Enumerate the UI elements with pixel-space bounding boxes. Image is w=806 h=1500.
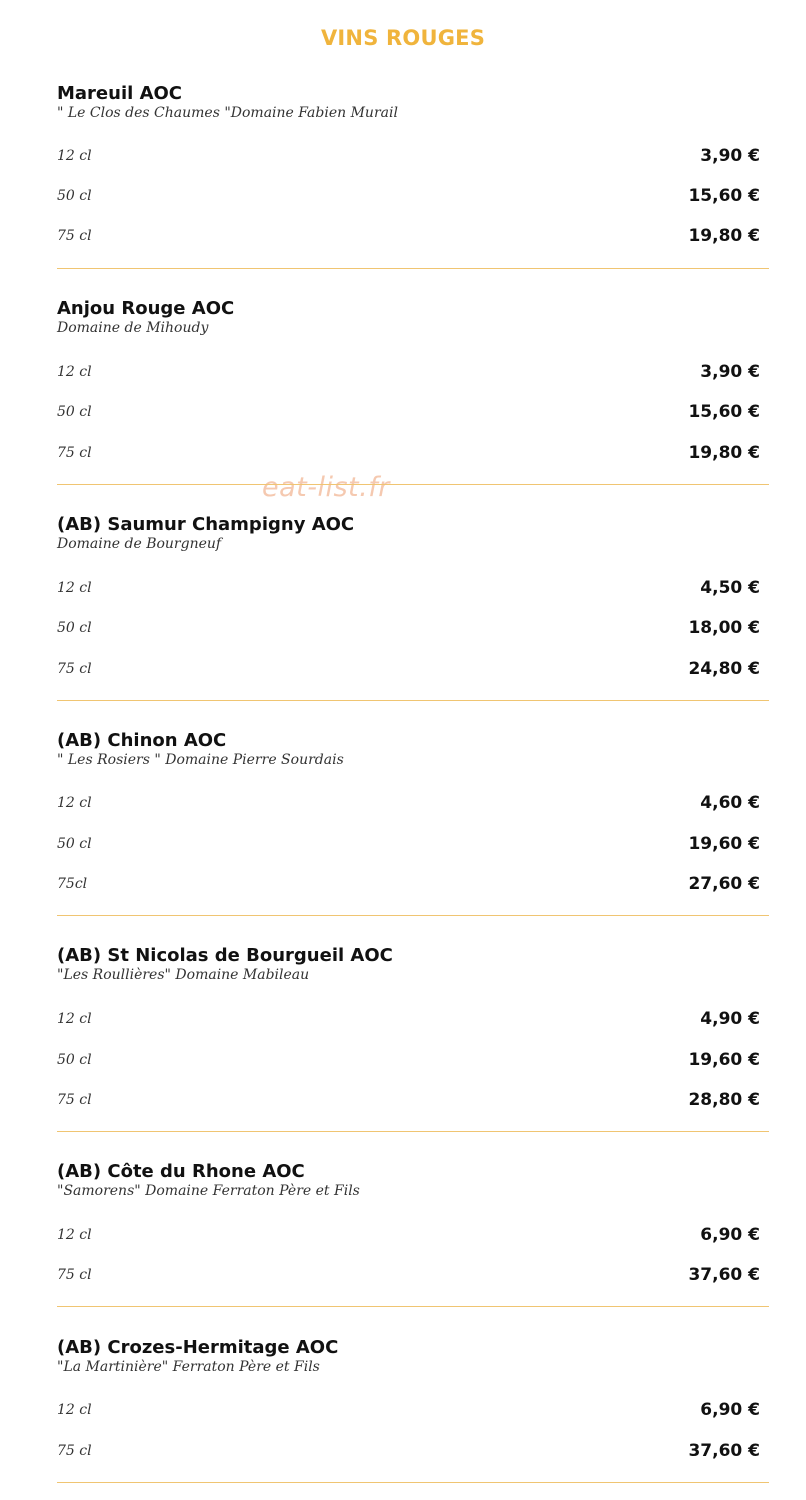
price-value: 4,90 € bbox=[700, 1009, 760, 1029]
wine-description: "La Martinière" Ferraton Père et Fils bbox=[57, 1359, 320, 1375]
price-value: 19,80 € bbox=[688, 226, 760, 246]
size-label: 50 cl bbox=[57, 836, 92, 852]
size-label: 50 cl bbox=[57, 620, 92, 636]
size-label: 75 cl bbox=[57, 228, 92, 244]
size-label: 75 cl bbox=[57, 661, 92, 677]
price-value: 18,00 € bbox=[688, 618, 760, 638]
price-row bbox=[57, 362, 760, 384]
price-row bbox=[57, 1400, 760, 1422]
price-row bbox=[57, 1090, 760, 1112]
wine-item bbox=[57, 515, 769, 701]
price-row bbox=[57, 146, 760, 168]
price-row bbox=[57, 1265, 760, 1287]
price-row bbox=[57, 659, 760, 681]
price-value: 4,50 € bbox=[700, 578, 760, 598]
wine-description: Domaine de Bourgneuf bbox=[57, 536, 222, 552]
page-title: VINS ROUGES bbox=[320, 26, 486, 50]
price-row bbox=[57, 1050, 760, 1072]
wine-item bbox=[57, 1162, 769, 1307]
size-label: 12 cl bbox=[57, 1011, 92, 1027]
price-row bbox=[57, 1441, 760, 1463]
price-row bbox=[57, 793, 760, 815]
wine-item bbox=[57, 946, 769, 1132]
price-row bbox=[57, 618, 760, 640]
wine-name: Anjou Rouge AOC bbox=[57, 298, 235, 319]
price-value: 6,90 € bbox=[700, 1400, 760, 1420]
size-label: 12 cl bbox=[57, 1227, 92, 1243]
size-label: 50 cl bbox=[57, 404, 92, 420]
size-label: 50 cl bbox=[57, 1052, 92, 1068]
wine-name: Mareuil AOC bbox=[57, 83, 183, 104]
wine-name: (AB) Côte du Rhone AOC bbox=[57, 1161, 305, 1182]
price-value: 6,90 € bbox=[700, 1225, 760, 1245]
size-label: 12 cl bbox=[57, 795, 92, 811]
price-row bbox=[57, 1009, 760, 1031]
price-value: 24,80 € bbox=[688, 659, 760, 679]
size-label: 50 cl bbox=[57, 188, 92, 204]
price-row bbox=[57, 834, 760, 856]
size-label: 12 cl bbox=[57, 364, 92, 380]
size-label: 75cl bbox=[57, 876, 88, 892]
wine-name: (AB) Saumur Champigny AOC bbox=[57, 514, 355, 535]
price-row bbox=[57, 578, 760, 600]
price-row bbox=[57, 402, 760, 424]
size-label: 12 cl bbox=[57, 1402, 92, 1418]
price-value: 3,90 € bbox=[700, 146, 760, 166]
wine-description: Domaine de Mihoudy bbox=[57, 320, 209, 336]
price-row bbox=[57, 443, 760, 465]
price-value: 4,60 € bbox=[700, 793, 760, 813]
price-row bbox=[57, 226, 760, 248]
price-value: 19,60 € bbox=[688, 1050, 760, 1070]
wine-description: " Les Rosiers " Domaine Pierre Sourdais bbox=[57, 752, 344, 768]
price-value: 37,60 € bbox=[688, 1265, 760, 1285]
wine-item bbox=[57, 299, 769, 485]
price-value: 28,80 € bbox=[688, 1090, 760, 1110]
price-value: 15,60 € bbox=[688, 186, 760, 206]
size-label: 12 cl bbox=[57, 580, 92, 596]
price-value: 27,60 € bbox=[688, 874, 760, 894]
size-label: 75 cl bbox=[57, 1443, 92, 1459]
price-row bbox=[57, 1225, 760, 1247]
watermark: eat-list.fr bbox=[262, 472, 390, 503]
wine-description: "Les Roullières" Domaine Mabileau bbox=[57, 967, 310, 983]
wine-name: (AB) Chinon AOC bbox=[57, 730, 227, 751]
wine-item bbox=[57, 731, 769, 916]
wine-description: "Samorens" Domaine Ferraton Père et Fils bbox=[57, 1183, 360, 1199]
price-value: 19,80 € bbox=[688, 443, 760, 463]
wine-item bbox=[57, 1338, 769, 1483]
price-value: 3,90 € bbox=[700, 362, 760, 382]
wine-description: " Le Clos des Chaumes "Domaine Fabien Murail bbox=[57, 105, 398, 121]
size-label: 75 cl bbox=[57, 1092, 92, 1108]
price-value: 15,60 € bbox=[688, 402, 760, 422]
price-row bbox=[57, 186, 760, 208]
price-value: 37,60 € bbox=[688, 1441, 760, 1461]
wine-name: (AB) Crozes-Hermitage AOC bbox=[57, 1337, 339, 1358]
wine-name: (AB) St Nicolas de Bourgueil AOC bbox=[57, 945, 393, 966]
size-label: 12 cl bbox=[57, 148, 92, 164]
size-label: 75 cl bbox=[57, 1267, 92, 1283]
size-label: 75 cl bbox=[57, 445, 92, 461]
price-row bbox=[57, 874, 760, 896]
wine-item bbox=[57, 84, 769, 269]
price-value: 19,60 € bbox=[688, 834, 760, 854]
